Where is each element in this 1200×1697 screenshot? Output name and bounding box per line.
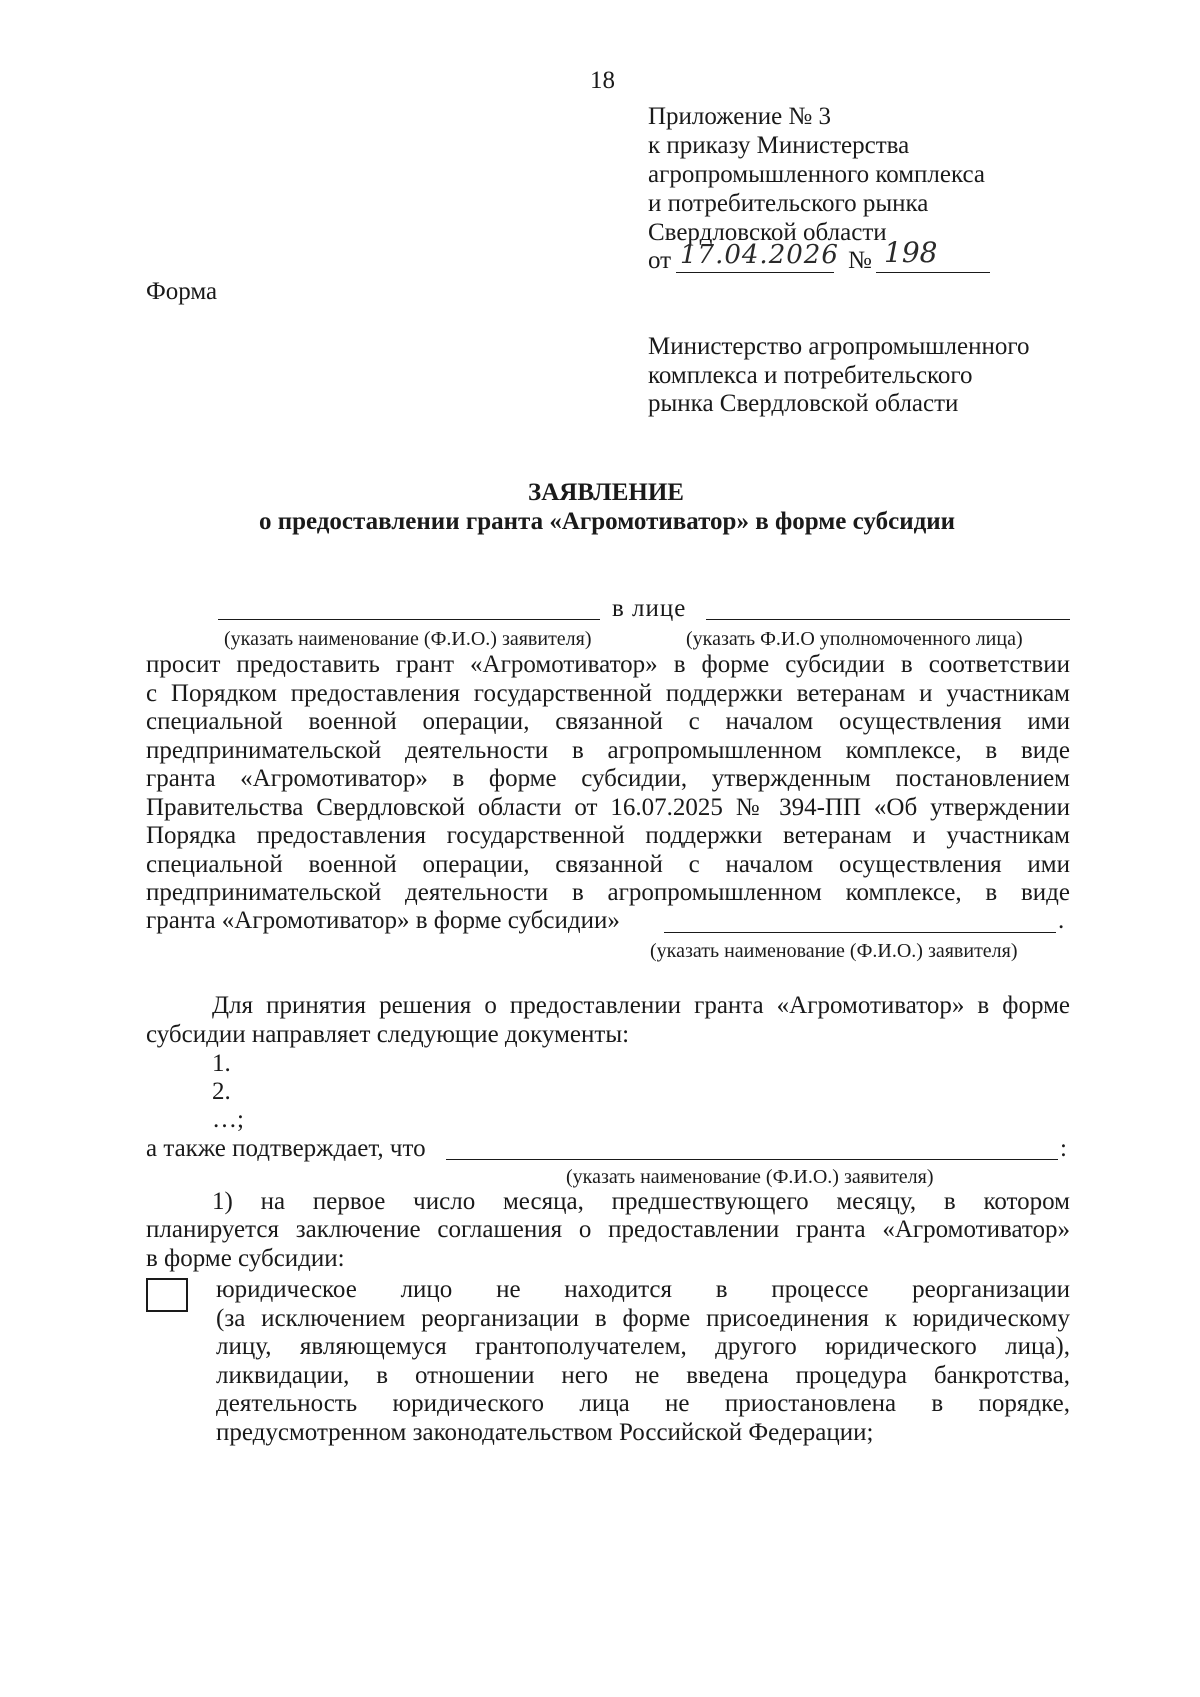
request-hint: (указать наименование (Ф.И.О.) заявителя) [650, 940, 1018, 962]
appendix-line-4: и потребительского рынка [648, 190, 929, 217]
request-line-3: специальной военной операции, связанной с началом осуществления ими [146, 708, 1070, 735]
request-line-2: с Порядком предоставления государственной поддержки ветеранам и участникам [146, 680, 1070, 707]
checkbox-line-5: деятельность юридического лица не приостановлена в порядке, [216, 1390, 1070, 1417]
condition-checkbox[interactable] [146, 1278, 188, 1312]
applicant-hint: (указать наименование (Ф.И.О.) заявителя) [224, 628, 592, 650]
documents-item-2: 2. [212, 1078, 231, 1105]
request-line-4: предпринимательской деятельности в агропромышленном комплексе, в виде [146, 737, 1070, 764]
checkbox-line-2: (за исключением реорганизации в форме присоединения к юридическому [216, 1305, 1070, 1332]
request-line-5: гранта «Агромотиватор» в форме субсидии, утвержденным постановлением [146, 765, 1070, 792]
page-number: 18 [590, 67, 615, 94]
appendix-line-3: агропромышленного комплекса [648, 161, 986, 188]
applicant-name-field-2[interactable] [664, 932, 1056, 933]
in-person-label: в лице [612, 595, 687, 622]
document-subtitle: о предоставлении гранта «Агромотиватор» в форме субсидии [258, 508, 956, 535]
documents-item-1: 1. [212, 1050, 231, 1077]
checkbox-line-4: ликвидации, в отношении него не введена процедура банкротства, [216, 1362, 1070, 1389]
clause-1-last-line: в форме субсидии: [146, 1245, 345, 1272]
documents-item-3: …; [212, 1106, 244, 1133]
addressee-line-3: рынка Свердловской области [648, 390, 959, 417]
appendix-number-value: 198 [884, 236, 938, 269]
request-line-8: специальной военной операции, связанной с началом осуществления ими [146, 851, 1070, 878]
appendix-date-value: 17.04.2026 [680, 240, 839, 270]
addressee-line-2: комплекса и потребительского [648, 362, 973, 389]
addressee-line-1: Министерство агропромышленного [648, 333, 1030, 360]
confirm-hint: (указать наименование (Ф.И.О.) заявителя) [566, 1166, 934, 1188]
appendix-line-1: Приложение № 3 [648, 103, 832, 130]
clause-1-line-1: 1) на первое число месяца, предшествующего месяцу, в котором [212, 1188, 1070, 1215]
confirm-label: а также подтверждает, что [146, 1135, 426, 1162]
appendix-line-2: к приказу Министерства [648, 132, 910, 159]
request-line-6: Правительства Свердловской области от 16.07.2025 № 394-ПП «Об утверждении [146, 794, 1070, 821]
request-line-1: просит предоставить грант «Агромотиватор» в форме субсидии в соответствии [146, 651, 1070, 678]
checkbox-line-3: лицу, являющемуся грантополучателем, другого юридического лица), [216, 1333, 1070, 1360]
request-last-line-end: . [1058, 907, 1065, 934]
request-line-9: предпринимательской деятельности в агропромышленном комплексе, в виде [146, 879, 1070, 906]
document-title: ЗАЯВЛЕНИЕ [528, 479, 684, 506]
applicant-name-field[interactable] [218, 619, 600, 620]
documents-line-2: субсидии направляет следующие документы: [146, 1021, 630, 1048]
request-last-line: гранта «Агромотиватор» в форме субсидии» [146, 907, 620, 934]
date-underline [676, 272, 834, 273]
request-line-7: Порядка предоставления государственной поддержки ветеранам и участникам [146, 822, 1070, 849]
clause-1-line-2: планируется заключение соглашения о предоставлении гранта «Агромотиватор» [146, 1216, 1070, 1243]
confirm-end: : [1060, 1135, 1067, 1162]
authorized-hint: (указать Ф.И.О уполномоченного лица) [686, 628, 1023, 650]
authorized-person-field[interactable] [706, 619, 1070, 620]
documents-line-1: Для принятия решения о предоставлении гранта «Агромотиватор» в форме [212, 992, 1070, 1019]
confirm-applicant-field[interactable] [446, 1159, 1058, 1160]
appendix-date-prefix: от [648, 247, 672, 274]
checkbox-last-line: предусмотренном законодательством Российской Федерации; [216, 1419, 874, 1446]
appendix-number-prefix: № [848, 247, 872, 274]
form-label: Форма [146, 278, 218, 305]
number-underline [876, 272, 990, 273]
appendix-line-5: Свердловской области [648, 219, 887, 246]
checkbox-line-1: юридическое лицо не находится в процессе реорганизации [216, 1276, 1070, 1303]
